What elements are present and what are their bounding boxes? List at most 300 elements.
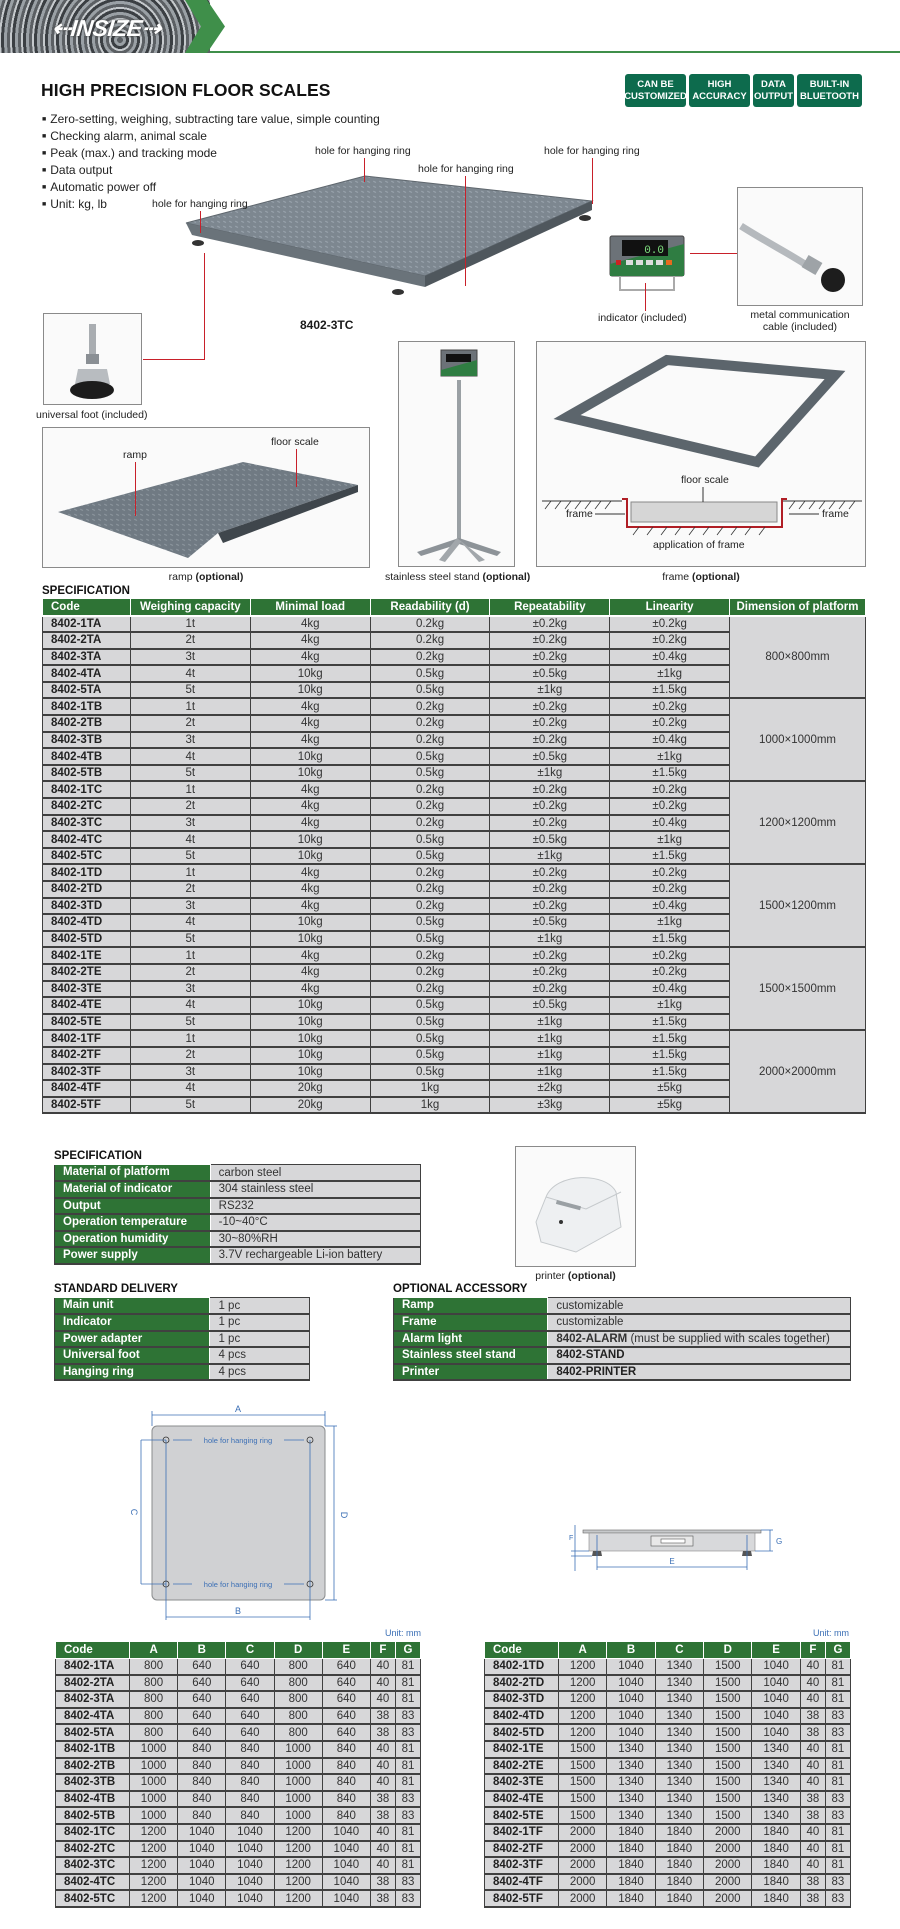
dimension-cell: 40	[370, 1824, 395, 1841]
spec-cell: 0.5kg	[370, 665, 490, 682]
accessory-name: Printer	[394, 1364, 548, 1381]
model-code: 8402-1TA	[56, 1658, 130, 1675]
delivery-qty: 1 pc	[210, 1314, 310, 1331]
spec-cell: 1kg	[370, 1080, 490, 1097]
model-code: 8402-5TD	[485, 1724, 559, 1741]
dimension-cell: 40	[800, 1741, 825, 1758]
dimension-cell: 1200	[130, 1890, 178, 1907]
spec-cell: 1t	[130, 616, 250, 633]
spec-value: 3.7V rechargeable Li-ion battery	[210, 1247, 420, 1264]
model-code: 8402-4TB	[56, 1791, 130, 1808]
dimension-cell: 1200	[559, 1675, 607, 1692]
spec-key: Output	[55, 1198, 211, 1215]
delivery-item: Hanging ring	[55, 1364, 210, 1381]
dimension-cell: 640	[226, 1691, 274, 1708]
spec-cell: 3t	[130, 649, 250, 666]
model-code: 8402-3TF	[485, 1857, 559, 1874]
dimension-cell: 2000	[559, 1824, 607, 1841]
dimension-cell: 840	[322, 1791, 370, 1808]
dimension-cell: 1040	[226, 1874, 274, 1891]
table-row	[55, 1231, 421, 1248]
dimension-cell: 1200	[274, 1857, 322, 1874]
ramp-label: ramp	[123, 449, 147, 461]
spec-cell: 3t	[130, 981, 250, 998]
callout-line-foot	[204, 253, 205, 360]
frame-application-label: application of frame	[653, 539, 745, 551]
dimension-cell: 83	[395, 1791, 420, 1808]
dimension-cell: 1000	[274, 1774, 322, 1791]
spec-cell: ±1kg	[610, 831, 730, 848]
svg-text:C: C	[129, 1508, 139, 1516]
spec-cell: 10kg	[250, 1030, 370, 1047]
callout-hanging-ring: hole for hanging ring	[152, 198, 248, 210]
side-view-drawing	[565, 1515, 785, 1575]
dimension-cell: 83	[825, 1724, 850, 1741]
dimension-cell: 38	[800, 1791, 825, 1808]
dimension-cell: 1340	[607, 1741, 655, 1758]
dimension-cell: 40	[370, 1857, 395, 1874]
table-row	[55, 1165, 421, 1182]
callout-line	[690, 253, 737, 254]
dimension-cell: 640	[322, 1675, 370, 1692]
dimension-cell: 1040	[226, 1890, 274, 1907]
printer-image	[515, 1146, 636, 1267]
spec-cell: 0.2kg	[370, 898, 490, 915]
table-row	[485, 1724, 851, 1741]
badge-customized: CAN BE CUSTOMIZED	[625, 74, 686, 107]
dimension-cell: 40	[370, 1741, 395, 1758]
spec-cell: ±1kg	[610, 748, 730, 765]
dimension-cell: 640	[226, 1675, 274, 1692]
accessory-value: customizable	[548, 1314, 851, 1331]
dimension-cell: 2000	[704, 1857, 752, 1874]
model-code: 8402-5TB	[43, 765, 131, 782]
dimension-cell: 1040	[752, 1708, 800, 1725]
dimension-cell: 1840	[752, 1874, 800, 1891]
spec-cell: 10kg	[250, 665, 370, 682]
dimension-cell: 1840	[752, 1890, 800, 1907]
accessory-value: customizable	[548, 1298, 851, 1315]
delivery-item: Universal foot	[55, 1347, 210, 1364]
dimension-cell: 800	[274, 1724, 322, 1741]
spec-cell: 10kg	[250, 914, 370, 931]
model-code: 8402-3TE	[485, 1774, 559, 1791]
dimension-cell: 1040	[752, 1691, 800, 1708]
dimension-cell: 1840	[655, 1857, 703, 1874]
column-header: A	[559, 1642, 607, 1659]
accessory-code: 8402-ALARM	[556, 1332, 628, 1345]
accessory-code: 8402-STAND	[548, 1347, 851, 1364]
spec-cell: 1t	[130, 1030, 250, 1047]
model-code: 8402-5TE	[485, 1807, 559, 1824]
spec-cell: 1t	[130, 781, 250, 798]
dimension-cell: 1000	[274, 1741, 322, 1758]
table-row	[485, 1824, 851, 1841]
spec-cell: 1t	[130, 947, 250, 964]
spec-cell: ±1kg	[490, 848, 610, 865]
dimension-cell: 1200	[274, 1874, 322, 1891]
model-code: 8402-2TA	[43, 632, 131, 649]
dimension-cell: 1200	[559, 1708, 607, 1725]
spec-key: Power supply	[55, 1247, 211, 1264]
dimension-cell: 1840	[607, 1857, 655, 1874]
spec-cell: 3t	[130, 815, 250, 832]
stainless-stand-image	[398, 341, 515, 567]
spec-cell: ±0.2kg	[610, 864, 730, 881]
callout-hanging-ring: hole for hanging ring	[544, 145, 640, 157]
dimension-cell: 38	[370, 1874, 395, 1891]
spec-value: -10~40°C	[210, 1214, 420, 1231]
column-header: A	[130, 1642, 178, 1659]
dimension-cell: 81	[395, 1741, 420, 1758]
table-row	[485, 1658, 851, 1675]
spec-cell: ±0.2kg	[610, 798, 730, 815]
model-code: 8402-5TF	[43, 1097, 131, 1114]
dimension-cell: 1500	[559, 1791, 607, 1808]
dimension-cell: 2000	[559, 1841, 607, 1858]
dimension-cell: 83	[825, 1791, 850, 1808]
spec-cell: 4kg	[250, 715, 370, 732]
unit-label-left: Unit: mm	[385, 1628, 421, 1638]
dimension-cell: 1000	[130, 1774, 178, 1791]
column-header: Code	[56, 1642, 130, 1659]
spec-cell: 4kg	[250, 898, 370, 915]
dimension-cell: 640	[322, 1724, 370, 1741]
model-code: 8402-2TB	[43, 715, 131, 732]
spec-cell: 4kg	[250, 864, 370, 881]
dimension-cell: 38	[370, 1791, 395, 1808]
delivery-item: Main unit	[55, 1298, 210, 1315]
model-code: 8402-5TD	[43, 931, 131, 948]
spec-cell: 3t	[130, 1064, 250, 1081]
dimension-cell: 840	[226, 1758, 274, 1775]
frame-image	[536, 341, 866, 567]
dimension-cell: 1340	[607, 1758, 655, 1775]
dimension-cell: 40	[370, 1658, 395, 1675]
spec-table-body	[43, 616, 866, 1114]
table-row	[55, 1298, 310, 1315]
dimension-table-right-body	[485, 1658, 851, 1907]
dimension-cell: 1500	[704, 1675, 752, 1692]
model-code: 8402-1TC	[43, 781, 131, 798]
dimension-cell: 1040	[607, 1724, 655, 1741]
frame-floor-scale-label: floor scale	[681, 474, 729, 486]
spec-cell: 4kg	[250, 781, 370, 798]
model-code: 8402-4TA	[56, 1708, 130, 1725]
dimension-cell: 1000	[130, 1791, 178, 1808]
column-header: F	[370, 1642, 395, 1659]
spec-cell: ±1.5kg	[610, 682, 730, 699]
table-row	[56, 1658, 421, 1675]
dimension-cell: 2000	[704, 1890, 752, 1907]
dimension-cell: 840	[226, 1741, 274, 1758]
dimension-cell: 840	[322, 1774, 370, 1791]
spec-table	[42, 598, 866, 1114]
spec-value: 304 stainless steel	[210, 1181, 420, 1198]
dimension-cell: 1500	[559, 1758, 607, 1775]
accessory-name: Ramp	[394, 1298, 548, 1315]
page-title: HIGH PRECISION FLOOR SCALES	[41, 80, 331, 100]
dimension-cell: 840	[322, 1758, 370, 1775]
model-code: 8402-3TA	[56, 1691, 130, 1708]
model-code: 8402-5TA	[56, 1724, 130, 1741]
column-header: E	[752, 1642, 800, 1659]
dimension-cell: 1200	[274, 1890, 322, 1907]
callout-hanging-ring: hole for hanging ring	[315, 145, 411, 157]
svg-text:G: G	[776, 1537, 783, 1546]
spec-cell: ±1.5kg	[610, 765, 730, 782]
spec-cell: ±0.2kg	[610, 715, 730, 732]
dimension-cell: 640	[178, 1691, 226, 1708]
column-header: C	[655, 1642, 703, 1659]
spec-cell: 10kg	[250, 1014, 370, 1031]
model-code: 8402-5TC	[56, 1890, 130, 1907]
dimension-cell: 83	[395, 1708, 420, 1725]
spec-cell: 0.2kg	[370, 815, 490, 832]
spec-cell: 10kg	[250, 682, 370, 699]
column-header: D	[704, 1642, 752, 1659]
svg-text:E: E	[669, 1557, 675, 1566]
dimension-cell: 2000	[559, 1890, 607, 1907]
spec-cell: 0.5kg	[370, 1064, 490, 1081]
spec-cell: ±0.4kg	[610, 649, 730, 666]
model-code: 8402-2TB	[56, 1758, 130, 1775]
dimension-cell: 81	[395, 1675, 420, 1692]
dimension-cell: 40	[800, 1857, 825, 1874]
spec-cell: ±1.5kg	[610, 1030, 730, 1047]
dimension-cell: 1340	[655, 1758, 703, 1775]
spec-cell: ±0.2kg	[490, 947, 610, 964]
spec-cell: ±5kg	[610, 1080, 730, 1097]
dimension-cell: 1340	[752, 1807, 800, 1824]
dimension-cell: 1340	[655, 1741, 703, 1758]
table-row	[485, 1741, 851, 1758]
dimension-cell: 81	[395, 1658, 420, 1675]
table-row	[55, 1198, 421, 1215]
model-code: 8402-3TE	[43, 981, 131, 998]
dimension-cell: 1840	[607, 1841, 655, 1858]
dimension-cell: 1340	[752, 1791, 800, 1808]
svg-text:0.0: 0.0	[644, 245, 664, 257]
dimension-cell: 40	[800, 1774, 825, 1791]
delivery-item: Indicator	[55, 1314, 210, 1331]
dimension-cell: 1200	[274, 1824, 322, 1841]
feature-item: ■ Checking alarm, animal scale	[42, 129, 380, 146]
spec-cell: 0.5kg	[370, 997, 490, 1014]
column-header: D	[274, 1642, 322, 1659]
badge-bluetooth: BUILT-IN BLUETOOTH	[797, 74, 862, 107]
model-label: 8402-3TC	[300, 318, 354, 332]
table-row	[55, 1314, 310, 1331]
spec-cell: 10kg	[250, 765, 370, 782]
table-row	[394, 1364, 851, 1381]
dimension-cell: 1340	[655, 1807, 703, 1824]
model-code: 8402-3TB	[43, 732, 131, 749]
spec-cell: 0.5kg	[370, 914, 490, 931]
spec-cell: 5t	[130, 682, 250, 699]
spec-cell: 5t	[130, 1014, 250, 1031]
model-code: 8402-2TF	[485, 1841, 559, 1858]
spec-cell: 4t	[130, 665, 250, 682]
table-row	[394, 1331, 851, 1348]
spec-cell: 0.5kg	[370, 748, 490, 765]
floor-scale-label: floor scale	[271, 436, 319, 448]
dimension-cell: 840	[322, 1807, 370, 1824]
table-row	[55, 1347, 310, 1364]
table-row	[55, 1364, 310, 1381]
dimension-cell: 1000	[130, 1741, 178, 1758]
spec-cell: 2t	[130, 632, 250, 649]
model-code: 8402-5TA	[43, 682, 131, 699]
spec-cell: 10kg	[250, 848, 370, 865]
spec-cell: 0.2kg	[370, 698, 490, 715]
column-header: Weighing capacity	[130, 599, 250, 616]
dimension-cell: 1000	[130, 1758, 178, 1775]
dimension-cell: 81	[825, 1691, 850, 1708]
column-header: Linearity	[610, 599, 730, 616]
spec-cell: ±0.5kg	[490, 831, 610, 848]
spec-cell: 4kg	[250, 649, 370, 666]
dimension-cell: 83	[825, 1708, 850, 1725]
dimension-cell: 1040	[226, 1824, 274, 1841]
table-row	[394, 1298, 851, 1315]
table-row	[43, 864, 866, 881]
dimension-cell: 1200	[130, 1841, 178, 1858]
column-header: F	[800, 1642, 825, 1659]
dimension-cell: 840	[226, 1791, 274, 1808]
model-code: 8402-4TE	[43, 997, 131, 1014]
dimension-cell: 1500	[704, 1791, 752, 1808]
spec-cell: ±0.2kg	[490, 781, 610, 798]
spec-cell: ±0.2kg	[610, 632, 730, 649]
spec-cell: ±0.2kg	[490, 898, 610, 915]
general-spec-table	[54, 1164, 421, 1265]
delivery-qty: 4 pcs	[210, 1347, 310, 1364]
feature-item: ■ Peak (max.) and tracking mode	[42, 146, 380, 163]
platform-dimension: 1500×1500mm	[729, 947, 865, 1030]
table-row	[43, 1030, 866, 1047]
dimension-cell: 640	[226, 1708, 274, 1725]
spec-cell: 4kg	[250, 881, 370, 898]
dimension-cell: 1340	[655, 1774, 703, 1791]
spec-cell: 0.2kg	[370, 732, 490, 749]
dimension-cell: 38	[370, 1708, 395, 1725]
spec-cell: ±0.5kg	[490, 665, 610, 682]
dimension-cell: 1500	[704, 1807, 752, 1824]
svg-text:B: B	[234, 1606, 242, 1616]
model-code: 8402-3TA	[43, 649, 131, 666]
callout-line	[592, 158, 593, 204]
spec-cell: 20kg	[250, 1080, 370, 1097]
dimension-cell: 1840	[607, 1874, 655, 1891]
dimension-cell: 1040	[607, 1675, 655, 1692]
spec-table-header	[43, 599, 866, 616]
spec-cell: 0.2kg	[370, 947, 490, 964]
spec-cell: ±5kg	[610, 1097, 730, 1114]
model-code: 8402-1TC	[56, 1824, 130, 1841]
insize-logo: ⇠INSIZE⇢	[50, 15, 163, 41]
spec-cell: 0.5kg	[370, 931, 490, 948]
dimension-cell: 1840	[752, 1857, 800, 1874]
spec-cell: 4kg	[250, 815, 370, 832]
spec-cell: 0.2kg	[370, 632, 490, 649]
dimension-cell: 800	[274, 1691, 322, 1708]
table-row	[56, 1807, 421, 1824]
dimension-cell: 83	[825, 1890, 850, 1907]
spec-cell: 0.2kg	[370, 881, 490, 898]
spec-cell: 4kg	[250, 964, 370, 981]
dimension-cell: 1040	[178, 1857, 226, 1874]
dimension-cell: 1500	[704, 1691, 752, 1708]
spec-cell: 4kg	[250, 732, 370, 749]
model-code: 8402-5TC	[43, 848, 131, 865]
spec-cell: 0.5kg	[370, 848, 490, 865]
dimension-cell: 1040	[322, 1824, 370, 1841]
dimension-table-left	[55, 1641, 421, 1908]
spec-cell: 4t	[130, 997, 250, 1014]
model-code: 8402-4TD	[485, 1708, 559, 1725]
spec-cell: 1t	[130, 698, 250, 715]
accessory-name: Stainless steel stand	[394, 1347, 548, 1364]
table-row	[56, 1724, 421, 1741]
printer-caption: printer (optional)	[535, 1270, 616, 1282]
spec-cell: ±0.2kg	[610, 964, 730, 981]
dimension-cell: 1040	[322, 1890, 370, 1907]
dimension-cell: 2000	[704, 1874, 752, 1891]
cable-caption: metal communication cable (included)	[750, 309, 850, 333]
accessory-value	[548, 1331, 851, 1348]
dimension-cell: 640	[226, 1658, 274, 1675]
spec-cell: ±1.5kg	[610, 848, 730, 865]
spec-cell: 0.2kg	[370, 864, 490, 881]
dimension-cell: 40	[370, 1841, 395, 1858]
spec-cell: 0.2kg	[370, 616, 490, 633]
dimension-cell: 1500	[704, 1658, 752, 1675]
model-code: 8402-4TA	[43, 665, 131, 682]
stand-caption: stainless steel stand (optional)	[385, 571, 531, 583]
dimension-cell: 1040	[752, 1675, 800, 1692]
dimension-cell: 1840	[655, 1874, 703, 1891]
dimension-cell: 40	[800, 1675, 825, 1692]
spec-cell: ±0.2kg	[490, 732, 610, 749]
dimension-cell: 1840	[607, 1890, 655, 1907]
column-header: Minimal load	[250, 599, 370, 616]
spec-cell: ±0.4kg	[610, 981, 730, 998]
dimension-cell: 1040	[752, 1658, 800, 1675]
spec-cell: ±0.2kg	[610, 947, 730, 964]
spec-cell: 0.2kg	[370, 781, 490, 798]
model-code: 8402-1TD	[43, 864, 131, 881]
column-header: Code	[43, 599, 131, 616]
dimension-cell: 81	[395, 1857, 420, 1874]
dimension-cell: 83	[395, 1724, 420, 1741]
dimension-cell: 1840	[752, 1841, 800, 1858]
spec-cell: 2t	[130, 798, 250, 815]
table-row	[56, 1857, 421, 1874]
model-code: 8402-5TB	[56, 1807, 130, 1824]
dimension-cell: 1500	[704, 1774, 752, 1791]
model-code: 8402-3TD	[485, 1691, 559, 1708]
feature-item: ■ Zero-setting, weighing, subtracting tare value, simple counting	[42, 112, 380, 129]
table-row	[56, 1824, 421, 1841]
frame-right-label: frame	[822, 508, 849, 520]
dimension-cell: 83	[825, 1807, 850, 1824]
spec-cell: ±0.2kg	[490, 881, 610, 898]
dimension-cell: 1200	[130, 1874, 178, 1891]
dimension-cell: 40	[800, 1758, 825, 1775]
dimension-cell: 840	[178, 1791, 226, 1808]
dimension-cell: 40	[370, 1675, 395, 1692]
